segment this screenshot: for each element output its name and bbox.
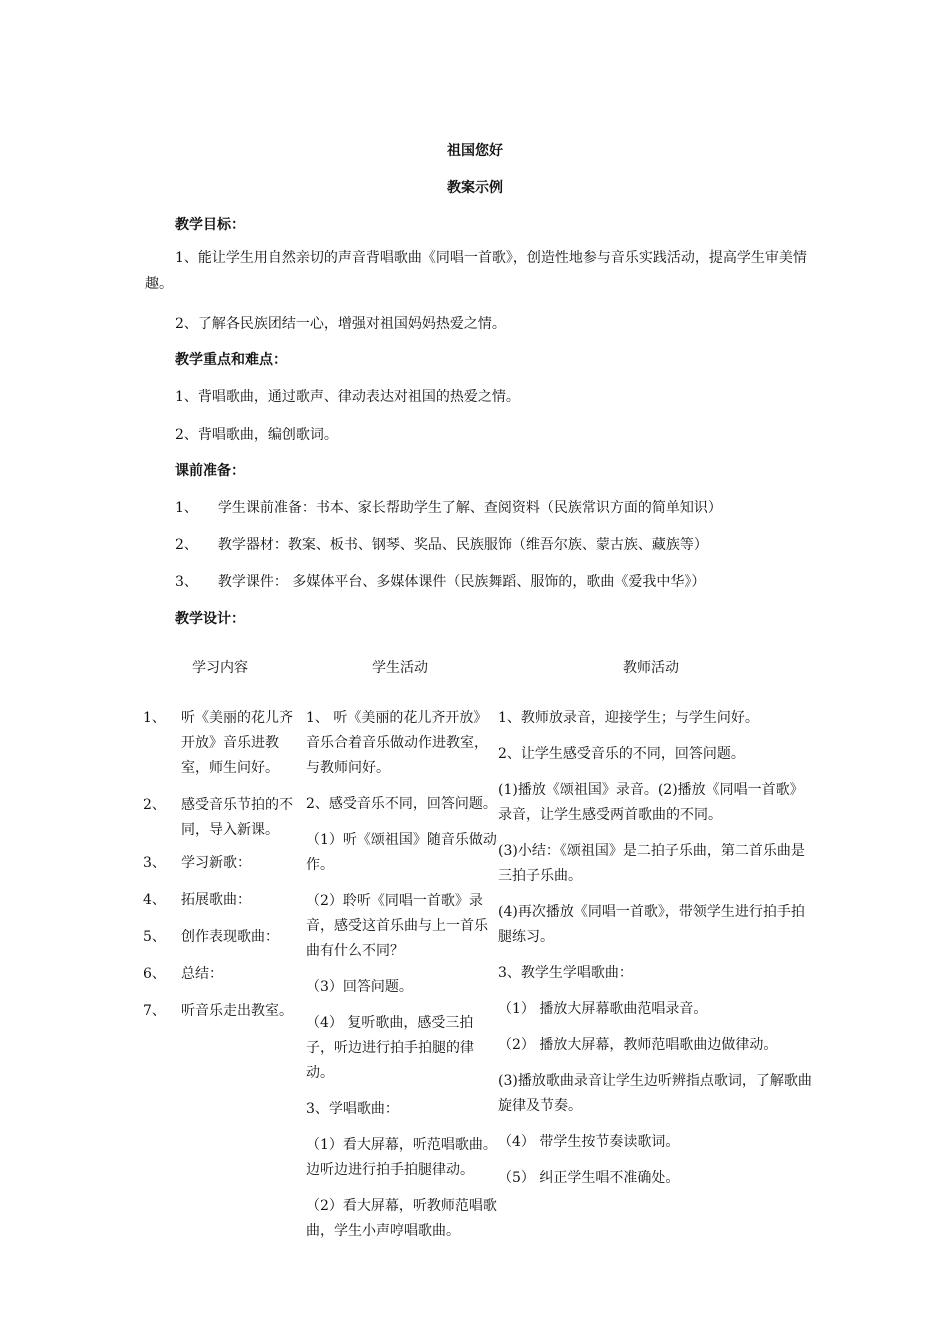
document-title: 祖国您好 <box>447 143 503 159</box>
teacher-activity-item: （1） 播放大屏幕歌曲范唱录音。 <box>498 1001 708 1017</box>
keypoints-heading: 教学重点和难点： <box>175 352 287 368</box>
teacher-activity-item: 3、教学生学唱歌曲： <box>498 965 633 981</box>
prep-item-number: 2、 <box>175 537 198 553</box>
teacher-activity-item: 1、教师放录音，迎接学生；与学生问好。 <box>498 710 759 726</box>
content-item-text: 总结： <box>181 966 223 982</box>
teacher-activity-item: （4） 带学生按节奏读歌词。 <box>498 1134 680 1150</box>
prep-item-text: 教学器材：教案、板书、钢琴、奖品、民族服饰（维吾尔族、蒙古族、藏族等） <box>217 537 708 553</box>
prep-item-number: 3、 <box>175 574 198 590</box>
prep-item-text: 学生课前准备：书本、家长帮助学生了解、查阅资料（民族常识方面的简单知识） <box>217 500 722 516</box>
design-heading: 教学设计： <box>175 611 245 627</box>
teacher-activity-item: （5） 纠正学生唱不准确处。 <box>498 1170 680 1186</box>
teacher-activity-item: （2） 播放大屏幕，教师范唱歌曲边做律动。 <box>498 1037 778 1053</box>
content-item <box>143 925 305 950</box>
content-item-number: 2、 <box>143 797 166 813</box>
content-item-text: 创作表现歌曲： <box>181 929 279 945</box>
teacher-activity-item: (1)播放《颂祖国》录音。(2)播放《同唱一首歌》录音，让学生感受两首歌曲的不同。 <box>498 782 804 823</box>
content-item <box>143 999 305 1024</box>
student-activity-item: （1）听《颂祖国》随音乐做动作。 <box>306 832 497 873</box>
prep-heading: 课前准备： <box>175 463 245 479</box>
content-item <box>143 793 305 843</box>
student-activity-item: （2）看大屏幕，听教师范唱歌曲，学生小声哼唱歌曲。 <box>306 1198 497 1239</box>
column-header-teacher: 教师活动 <box>623 660 679 676</box>
content-item <box>143 962 305 987</box>
student-activity-column <box>306 706 498 1255</box>
student-activity-item: （4） 复听歌曲，感受三拍子，听边进行拍手拍腿的律动。 <box>306 1015 474 1081</box>
objective-1: 1、能让学生用自然亲切的声音背唱歌曲《同唱一首歌》，创造性地参与音乐实践活动，提高学生审美情趣。 <box>145 250 807 292</box>
content-item-number: 1、 <box>143 710 166 726</box>
prep-item-1 <box>175 497 722 517</box>
content-item <box>143 706 305 781</box>
prep-item-3 <box>175 571 705 591</box>
student-activity-item: （3）回答问题。 <box>306 979 413 995</box>
content-item-number: 4、 <box>143 892 166 908</box>
column-header-student: 学生活动 <box>372 660 428 676</box>
prep-item-2 <box>175 534 708 554</box>
content-item-text: 听《美丽的花儿齐开放》音乐进教室，师生问好。 <box>181 710 293 776</box>
student-activity-item: （1）看大屏幕，听范唱歌曲。边听边进行拍手拍腿律动。 <box>306 1137 497 1178</box>
content-item-number: 7、 <box>143 1003 166 1019</box>
teacher-activity-item: (3)小结：《颂祖国》是二拍子乐曲，第二首乐曲是三拍子乐曲。 <box>498 843 805 884</box>
prep-item-text: 教学课件： 多媒体平台、多媒体课件（民族舞蹈、服饰的，歌曲《爱我中华》） <box>217 574 706 590</box>
objectives-heading: 教学目标： <box>175 217 245 233</box>
student-activity-item: 3、学唱歌曲： <box>306 1101 399 1117</box>
document-subtitle: 教案示例 <box>447 180 503 196</box>
student-activity-item: 1、 听《美丽的花儿齐开放》音乐合着音乐做动作进教室，与教师问好。 <box>306 710 488 776</box>
keypoint-2: 2、背唱歌曲，编创歌词。 <box>175 427 338 443</box>
content-column <box>143 706 305 1035</box>
content-item <box>143 851 305 876</box>
prep-item-number: 1、 <box>175 500 198 516</box>
content-item-number: 3、 <box>143 855 166 871</box>
teacher-activity-column <box>498 706 816 1202</box>
content-item-number: 6、 <box>143 966 166 982</box>
student-activity-item: 2、感受音乐不同，回答问题。 <box>306 796 497 812</box>
content-item-number: 5、 <box>143 929 166 945</box>
student-activity-item: （2）聆听《同唱一首歌》录音，感受这首乐曲与上一首乐曲有什么不同？ <box>306 893 488 959</box>
content-item-text: 学习新歌： <box>181 855 251 871</box>
teacher-activity-item: 2、让学生感受音乐的不同，回答问题。 <box>498 746 745 762</box>
content-item-text: 感受音乐节拍的不同，导入新课。 <box>181 797 293 838</box>
keypoint-1: 1、背唱歌曲，通过歌声、律动表达对祖国的热爱之情。 <box>175 389 520 405</box>
content-item-text: 听音乐走出教室。 <box>181 1003 293 1019</box>
objective-2: 2、了解各民族团结一心，增强对祖国妈妈热爱之情。 <box>175 316 506 332</box>
content-item <box>143 888 305 913</box>
teacher-activity-item: (3)播放歌曲录音让学生边听辨指点歌词，了解歌曲旋律及节奏。 <box>498 1073 812 1114</box>
teacher-activity-item: (4)再次播放《同唱一首歌》，带领学生进行拍手拍腿练习。 <box>498 904 805 945</box>
column-header-content: 学习内容 <box>192 660 248 676</box>
content-item-text: 拓展歌曲： <box>181 892 251 908</box>
